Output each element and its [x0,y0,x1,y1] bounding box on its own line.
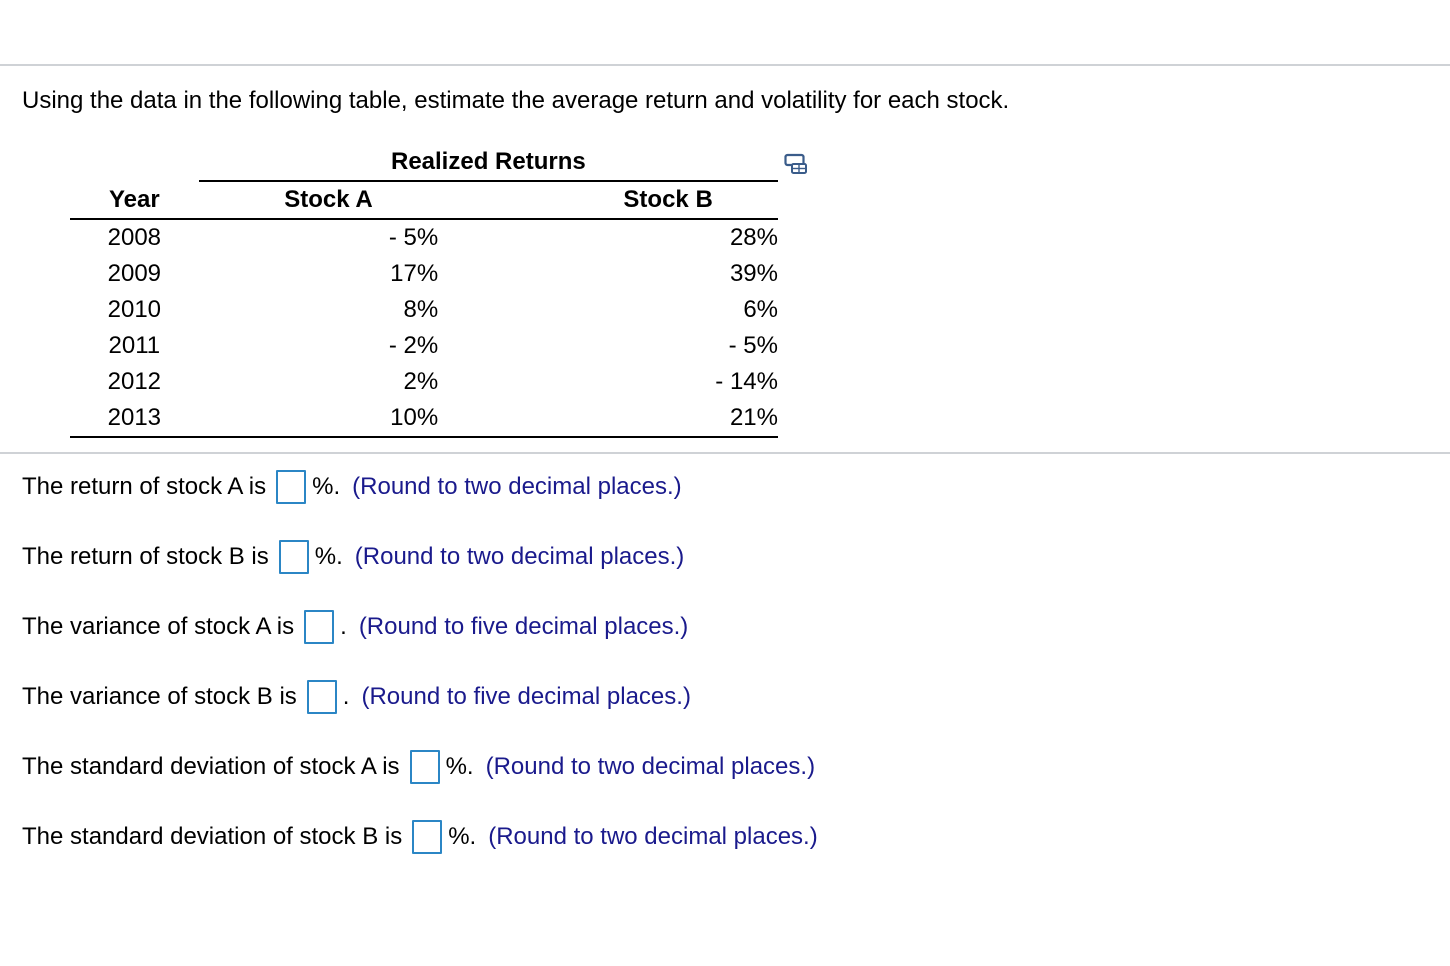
table-row [70,328,778,364]
question-return-a [22,467,682,507]
year-cell: 2010 [107,296,162,323]
question-label: The variance of stock A is [22,613,295,640]
question-label: The return of stock B is [22,543,269,570]
question-variance-b [22,677,691,717]
question-label: The return of stock A is [22,473,267,500]
variance-a-input[interactable] [304,610,334,644]
header-spacer [70,144,199,181]
unit-label: %. [314,543,343,570]
group-header: Realized Returns [199,144,778,181]
question-stddev-b [22,817,818,857]
stock-a-cell: - 2% [388,332,439,359]
stock-a-cell: - 5% [388,224,439,251]
column-header-stock-a: Stock A [199,181,439,219]
unit-label: %. [445,753,474,780]
question-label: The variance of stock B is [22,683,297,710]
unit-label: %. [448,823,477,850]
year-cell: 2009 [107,260,162,287]
rounding-hint: (Round to two decimal places.) [488,823,818,850]
unit-label: . [340,613,347,640]
stock-a-cell: 2% [403,368,439,395]
question-label: The standard deviation of stock A is [22,753,400,780]
stock-a-cell: 10% [199,400,439,437]
top-divider [0,64,1450,66]
table-row [70,292,778,328]
rounding-hint: (Round to five decimal places.) [358,613,689,640]
stock-b-cell: 39% [729,260,778,287]
rounding-hint: (Round to two decimal places.) [354,543,685,570]
question-variance-a [22,607,688,647]
year-cell: 2011 [108,332,161,359]
column-header-stock-b: Stock B [438,181,778,219]
question-instruction: Using the data in the following table, estimate the average return and volatility for each stock. [22,87,1010,114]
question-stddev-a [22,747,815,787]
unit-label: %. [312,473,341,500]
rounding-hint: (Round to five decimal places.) [361,683,691,710]
question-label: The standard deviation of stock B is [22,823,403,850]
year-cell: 2008 [107,224,162,251]
stock-b-cell: - 14% [715,368,778,395]
table-row [70,364,778,400]
copy-to-spreadsheet-icon[interactable] [784,152,808,176]
column-header-year: Year [70,181,199,219]
year-cell: 2012 [107,368,162,395]
stock-a-cell: 17% [390,260,439,287]
stock-a-cell: 8% [403,296,439,323]
realized-returns-table [70,144,778,438]
table-row [70,400,778,437]
unit-label: . [342,683,350,710]
stock-b-cell: 21% [438,400,778,437]
rounding-hint: (Round to two decimal places.) [485,753,816,780]
year-cell: 2013 [70,400,199,437]
table-row [70,219,778,256]
section-divider [0,452,1450,454]
return-a-input[interactable] [276,470,306,504]
stddev-a-input[interactable] [410,750,440,784]
table-row [70,256,778,292]
stddev-b-input[interactable] [412,820,442,854]
return-b-input[interactable] [279,540,309,574]
question-return-b [22,537,684,577]
stock-b-cell: 28% [729,224,778,251]
variance-b-input[interactable] [307,680,337,714]
stock-b-cell: 6% [743,296,778,323]
stock-b-cell: - 5% [728,332,778,359]
rounding-hint: (Round to two decimal places.) [352,473,682,500]
